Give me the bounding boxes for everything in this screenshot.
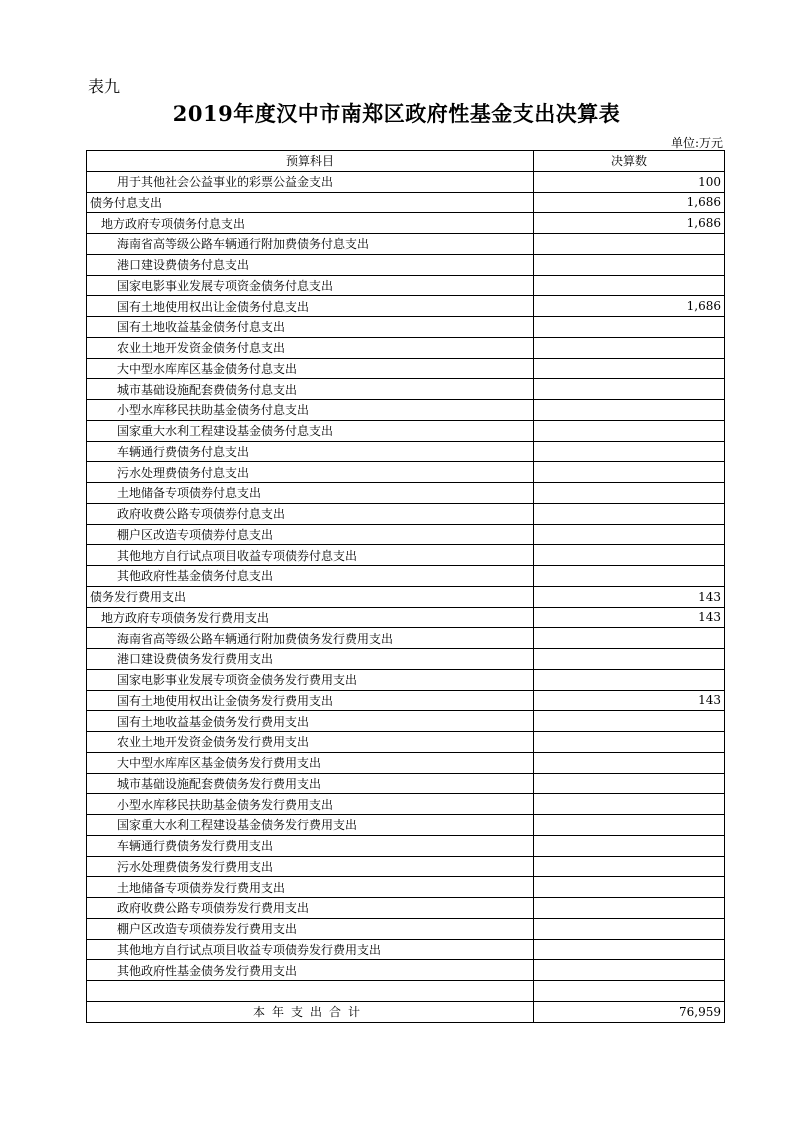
row-subject: 城市基础设施配套费债务发行费用支出 xyxy=(87,773,534,794)
expenditure-table xyxy=(86,150,725,1023)
blank-cell xyxy=(87,981,534,1002)
row-subject: 棚户区改造专项债券发行费用支出 xyxy=(87,918,534,939)
row-subject: 城市基础设施配套费债务付息支出 xyxy=(87,379,534,400)
row-subject: 其他地方自行试点项目收益专项债券付息支出 xyxy=(87,545,534,566)
row-subject: 其他政府性基金债务付息支出 xyxy=(87,566,534,587)
row-subject: 债务付息支出 xyxy=(87,192,534,213)
table-row xyxy=(87,794,725,815)
row-subject: 其他地方自行试点项目收益专项债券发行费用支出 xyxy=(87,939,534,960)
row-subject: 农业土地开发资金债务付息支出 xyxy=(87,337,534,358)
row-amount: 143 xyxy=(534,690,725,711)
row-subject: 国家重大水利工程建设基金债务付息支出 xyxy=(87,420,534,441)
row-subject: 国有土地收益基金债务发行费用支出 xyxy=(87,711,534,732)
row-subject: 国家电影事业发展专项资金债务发行费用支出 xyxy=(87,669,534,690)
table-row xyxy=(87,773,725,794)
row-amount xyxy=(534,234,725,255)
table-row xyxy=(87,441,725,462)
row-subject: 地方政府专项债务发行费用支出 xyxy=(87,607,534,628)
row-amount xyxy=(534,628,725,649)
table-row xyxy=(87,898,725,919)
row-amount xyxy=(534,379,725,400)
column-header-amount: 决算数 xyxy=(534,151,725,172)
table-row xyxy=(87,960,725,981)
row-amount xyxy=(534,898,725,919)
row-amount xyxy=(534,856,725,877)
row-amount: 143 xyxy=(534,586,725,607)
row-subject: 债务发行费用支出 xyxy=(87,586,534,607)
row-amount xyxy=(534,773,725,794)
row-subject: 国家电影事业发展专项资金债务付息支出 xyxy=(87,275,534,296)
column-header-subject: 预算科目 xyxy=(87,151,534,172)
table-row xyxy=(87,856,725,877)
row-amount xyxy=(534,483,725,504)
table-row xyxy=(87,649,725,670)
row-amount xyxy=(534,711,725,732)
row-amount xyxy=(534,275,725,296)
table-row xyxy=(87,192,725,213)
row-amount xyxy=(534,939,725,960)
row-amount xyxy=(534,524,725,545)
row-subject: 农业土地开发资金债务发行费用支出 xyxy=(87,732,534,753)
row-amount xyxy=(534,835,725,856)
table-row xyxy=(87,669,725,690)
row-amount xyxy=(534,462,725,483)
row-subject: 其他政府性基金债务发行费用支出 xyxy=(87,960,534,981)
row-subject: 政府收费公路专项债券发行费用支出 xyxy=(87,898,534,919)
row-amount xyxy=(534,254,725,275)
row-subject: 土地储备专项债券付息支出 xyxy=(87,483,534,504)
row-amount xyxy=(534,794,725,815)
table-row xyxy=(87,317,725,338)
row-amount xyxy=(534,400,725,421)
table-row xyxy=(87,462,725,483)
table-row xyxy=(87,358,725,379)
table-row xyxy=(87,566,725,587)
page-title: 2019年度汉中市南郑区政府性基金支出决算表 xyxy=(172,101,621,126)
row-amount xyxy=(534,752,725,773)
row-amount xyxy=(534,877,725,898)
row-subject: 棚户区改造专项债券付息支出 xyxy=(87,524,534,545)
table-row xyxy=(87,752,725,773)
row-subject: 国有土地使用权出让金债务付息支出 xyxy=(87,296,534,317)
table-row xyxy=(87,877,725,898)
table-row xyxy=(87,379,725,400)
row-subject: 国家重大水利工程建设基金债务发行费用支出 xyxy=(87,815,534,836)
table-row xyxy=(87,254,725,275)
row-amount xyxy=(534,918,725,939)
row-amount xyxy=(534,732,725,753)
table-row xyxy=(87,690,725,711)
total-value: 76,959 xyxy=(534,1001,725,1022)
row-subject: 港口建设费债务发行费用支出 xyxy=(87,649,534,670)
row-amount: 1,686 xyxy=(534,296,725,317)
table-row xyxy=(87,337,725,358)
table-row xyxy=(87,918,725,939)
row-subject: 车辆通行费债务发行费用支出 xyxy=(87,835,534,856)
row-amount xyxy=(534,669,725,690)
row-amount xyxy=(534,317,725,338)
row-subject: 港口建设费债务付息支出 xyxy=(87,254,534,275)
row-amount xyxy=(534,815,725,836)
table-row xyxy=(87,171,725,192)
row-subject: 小型水库移民扶助基金债务付息支出 xyxy=(87,400,534,421)
row-amount: 1,686 xyxy=(534,192,725,213)
row-subject: 地方政府专项债务付息支出 xyxy=(87,213,534,234)
row-subject: 污水处理费债务发行费用支出 xyxy=(87,856,534,877)
table-row xyxy=(87,296,725,317)
total-label: 本年支出合计 xyxy=(87,1001,534,1022)
row-amount xyxy=(534,420,725,441)
blank-row xyxy=(87,981,725,1002)
table-row xyxy=(87,628,725,649)
row-subject: 污水处理费债务付息支出 xyxy=(87,462,534,483)
table-row xyxy=(87,524,725,545)
table-row xyxy=(87,483,725,504)
row-subject: 大中型水库库区基金债务付息支出 xyxy=(87,358,534,379)
row-subject: 车辆通行费债务付息支出 xyxy=(87,441,534,462)
row-subject: 海南省高等级公路车辆通行附加费债务发行费用支出 xyxy=(87,628,534,649)
table-row xyxy=(87,213,725,234)
row-amount xyxy=(534,358,725,379)
row-subject: 大中型水库库区基金债务发行费用支出 xyxy=(87,752,534,773)
row-subject: 用于其他社会公益事业的彩票公益金支出 xyxy=(87,171,534,192)
row-subject: 海南省高等级公路车辆通行附加费债务付息支出 xyxy=(87,234,534,255)
table-row xyxy=(87,503,725,524)
row-amount xyxy=(534,503,725,524)
row-amount: 100 xyxy=(534,171,725,192)
row-amount: 143 xyxy=(534,607,725,628)
row-subject: 国有土地使用权出让金债务发行费用支出 xyxy=(87,690,534,711)
table-row xyxy=(87,400,725,421)
table-row xyxy=(87,815,725,836)
table-row xyxy=(87,275,725,296)
row-subject: 土地储备专项债券发行费用支出 xyxy=(87,877,534,898)
row-amount xyxy=(534,566,725,587)
table-row xyxy=(87,586,725,607)
table-row xyxy=(87,711,725,732)
table-row xyxy=(87,420,725,441)
row-amount xyxy=(534,960,725,981)
row-amount xyxy=(534,337,725,358)
table-row xyxy=(87,607,725,628)
row-amount xyxy=(534,545,725,566)
row-amount xyxy=(534,441,725,462)
row-amount xyxy=(534,649,725,670)
unit-label: 单位:万元 xyxy=(670,136,723,150)
table-row xyxy=(87,545,725,566)
table-row xyxy=(87,732,725,753)
row-subject: 国有土地收益基金债务付息支出 xyxy=(87,317,534,338)
table-row xyxy=(87,234,725,255)
header-row xyxy=(87,151,725,172)
row-amount: 1,686 xyxy=(534,213,725,234)
table-number: 表九 xyxy=(88,77,121,96)
total-row xyxy=(87,1001,725,1022)
row-subject: 小型水库移民扶助基金债务发行费用支出 xyxy=(87,794,534,815)
row-subject: 政府收费公路专项债券付息支出 xyxy=(87,503,534,524)
blank-cell xyxy=(534,981,725,1002)
table-row xyxy=(87,835,725,856)
table-row xyxy=(87,939,725,960)
